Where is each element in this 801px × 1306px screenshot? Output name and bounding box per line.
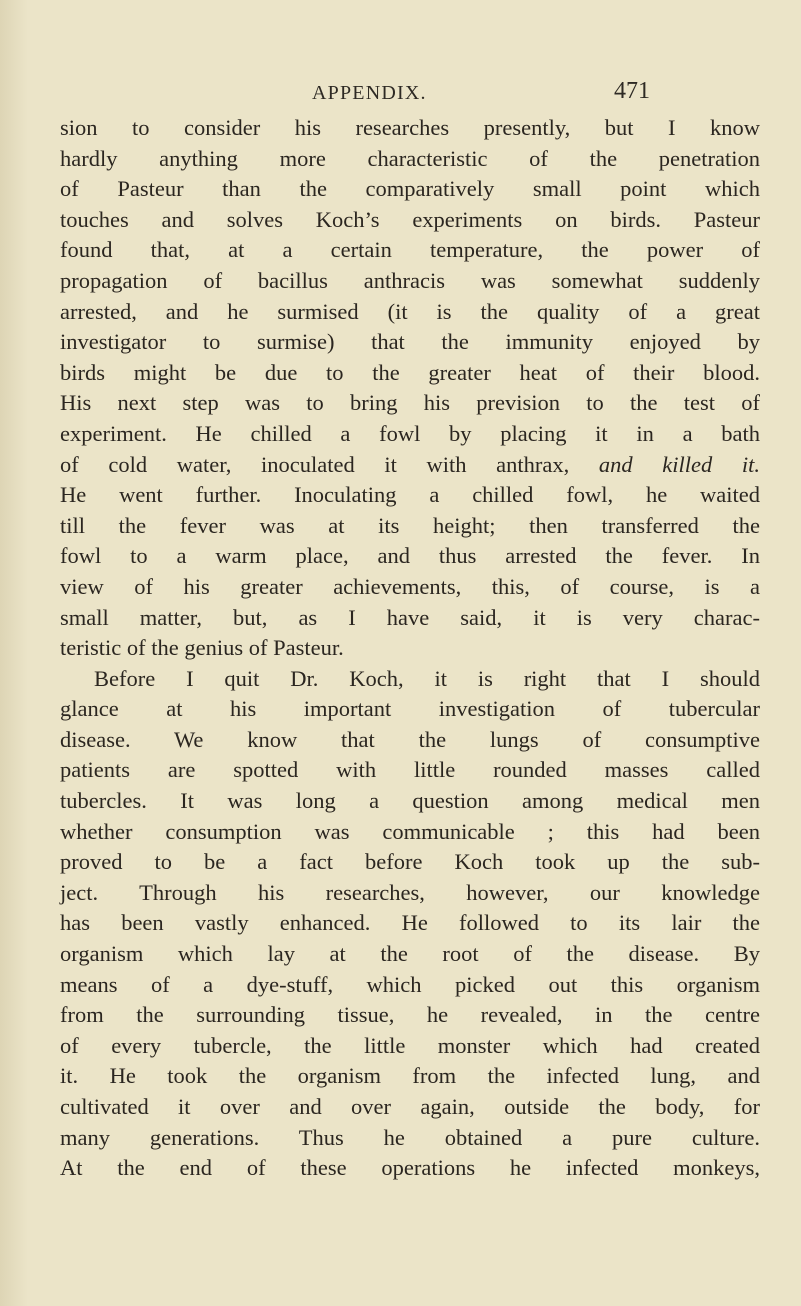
text-line: birds might be due to the greater heat of their blood. — [60, 359, 760, 385]
text-line: small matter, but, as I have said, it is very charac- — [60, 604, 760, 630]
text-line: many generations. Thus he obtained a pure culture. — [60, 1124, 760, 1150]
text-line: proved to be a fact before Koch took up the sub- — [60, 849, 760, 875]
text-line: ject. Through his researches, however, our knowledge — [60, 879, 760, 905]
text-line: has been vastly enhanced. He followed to its lair the — [60, 910, 760, 936]
text-line: investigator to surmise) that the immunity enjoyed by — [60, 329, 760, 355]
text-line: disease. We know that the lungs of consumptive — [60, 726, 760, 752]
text-line: sion to consider his researches presently, but I know — [60, 115, 760, 140]
text-line: arrested, and he surmised (it is the quality of a great — [60, 298, 760, 324]
text-line: At the end of these operations he infected monkeys, — [60, 1155, 760, 1181]
text-line: means of a dye-stuff, which picked out this organism — [60, 971, 760, 997]
text-line: of Pasteur than the comparatively small point which — [60, 176, 760, 202]
running-title: APPENDIX. — [312, 82, 427, 104]
roman-text: of cold water, inoculated it with anthrax, — [60, 451, 599, 477]
text-line: patients are spotted with little rounded masses called — [60, 757, 760, 783]
text-line: whether consumption was communicable ; this had been — [60, 818, 760, 844]
text-line: glance at his important investigation of tubercular — [60, 696, 760, 722]
text-line: till the fever was at its height; then transferred the — [60, 512, 760, 538]
text-line-paragraph-end: teristic of the genius of Pasteur. — [60, 635, 344, 661]
text-line: view of his greater achievements, this, of course, is a — [60, 573, 760, 599]
text-line: it. He took the organism from the infected lung, and — [60, 1063, 760, 1089]
text-line: cultivated it over and over again, outside the body, for — [60, 1094, 760, 1119]
text-line-paragraph-start: Before I quit Dr. Koch, it is right that I should — [94, 665, 760, 691]
page-header — [0, 78, 801, 108]
text-line: propagation of bacillus anthracis was somewhat suddenly — [60, 267, 760, 293]
text-line: His next step was to bring his prevision to the test of — [60, 390, 760, 416]
text-line: organism which lay at the root of the disease. By — [60, 941, 760, 967]
text-line-with-italic — [60, 450, 760, 481]
text-line: from the surrounding tissue, he revealed, in the centre — [60, 1002, 760, 1028]
text-line: experiment. He chilled a fowl by placing it in a bath — [60, 420, 760, 446]
text-line: touches and solves Koch’s experiments on birds. Pasteur — [60, 206, 760, 232]
italic-text: and killed it. — [598, 451, 761, 477]
text-line: tubercles. It was long a question among medical men — [60, 788, 760, 814]
text-line: found that, at a certain temperature, the power of — [60, 237, 760, 263]
text-line: fowl to a warm place, and thus arrested the fever. In — [60, 543, 760, 569]
text-line: He went further. Inoculating a chilled fowl, he waited — [60, 482, 760, 508]
body-text — [60, 113, 760, 1184]
text-line: hardly anything more characteristic of the penetration — [60, 145, 760, 171]
page-number: 471 — [614, 78, 650, 104]
text-line: of every tubercle, the little monster which had created — [60, 1032, 760, 1058]
